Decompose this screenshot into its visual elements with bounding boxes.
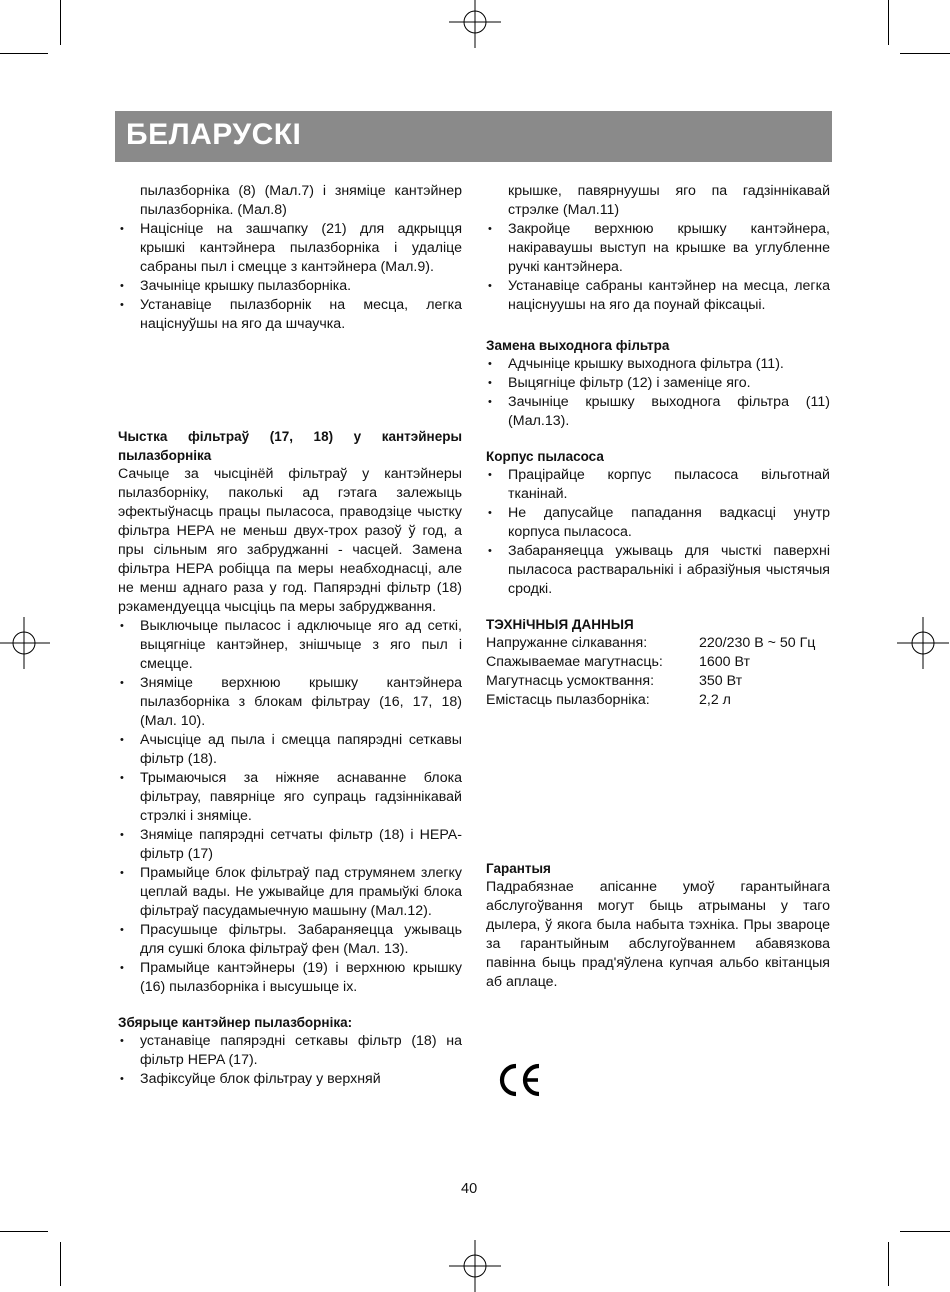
spec-value: 350 Вт — [699, 673, 743, 689]
section-text: Сачыце за чысцінёй фільтраў у кантэйнеры пылазборніку, паколькі ад гэтага залежыць эфектыўнасць працы пыласоса, праводзіце чыстку фільтра HEPA не меньш двух-трох разоў ў год, а пры сільным яго забруджанні - часцей. Замена фільтра HEPA робіцца па меры неабходнасці, але не менш аднаго раза у год. Папярэдні фільтр (18) рэкамендуецца чысціць па меры забруджвання. — [118, 466, 462, 615]
bullet-list — [118, 617, 462, 997]
list-item: • Забараняецца ужываць для чысткі паверхні пыласоса растваральнікі і абразіўныя чыстячыя сродкі. — [486, 542, 830, 599]
section-text: Падрабязнае апісанне умоў гарантыйнага абслугоўвання могут быць атрыманы у таго дылера, ў якога была набыта тэхніка. Пры звароце за гарантыйным абслугоўваннем абавязкова павінна быць прад'яўлена купчая альбо квітанцыя аб аплаце. — [486, 879, 830, 990]
crop-mark — [0, 53, 48, 54]
list-item: • Адчыніце крышку выходнога фільтра (11). — [486, 355, 830, 374]
list-item: • Трымаючыся за ніжняе аснаванне блока фільтрау, павярніце яго супраць гадзіннікавай стрэлкі і зняміце. — [118, 769, 462, 826]
bullet-list — [486, 355, 830, 431]
registration-mark-icon — [0, 617, 50, 669]
section-heading: Замена выходнога фільтра — [486, 338, 670, 353]
specs-heading: ТЭХНіЧНЫЯ ДАННЫЯ — [486, 617, 634, 632]
list-item: • Працірайце корпус пыласоса вільготнай тканінай. — [486, 466, 830, 504]
registration-mark-icon — [449, 1240, 501, 1292]
bullet-list — [486, 220, 830, 315]
table-row — [486, 653, 815, 672]
registration-mark-icon — [897, 617, 949, 669]
list-item: • Устанавіце сабраны кантэйнер на месца, легка націснуушы на яго да поунай фіксацыі. — [486, 277, 830, 315]
spec-value: 1600 Вт — [699, 654, 750, 670]
spec-label: Емістасць пылазборніка: — [486, 692, 650, 708]
list-item: • Устанавіце пылазборнік на месца, легка націснуўшы на яго да шчаучка. — [118, 296, 462, 334]
page-number: 40 — [461, 1181, 478, 1197]
list-item: • Зняміце верхнюю крышку кантэйнера пылазборніка з блокам фільтрау (16, 17, 18) (Мал. 10). — [118, 674, 462, 731]
crop-mark — [888, 1242, 889, 1286]
section-heading: Гарантыя — [486, 861, 551, 876]
crop-mark — [60, 0, 61, 45]
table-row — [486, 672, 815, 691]
right-column — [486, 182, 830, 992]
specs-table — [486, 634, 815, 710]
list-item: • Закройце верхнюю крышку кантэйнера, накіраваушы выступ на крышке ва углубленне ручкі кантэйнера. — [486, 220, 830, 277]
bullet-list — [486, 466, 830, 599]
section-heading: Корпус пыласоса — [486, 449, 604, 464]
bullet-list — [118, 1032, 462, 1089]
list-item: • Прасушыце фільтры. Забараняецца ужываць для сушкі блока фільтраў фен (Мал. 13). — [118, 921, 462, 959]
bullet-list — [118, 220, 462, 334]
continued-text: пылазборніка (8) (Мал.7) і зняміце кантэйнер пылазборніка. (Мал.8) — [140, 183, 462, 218]
crop-mark — [900, 1231, 950, 1232]
spec-value: 220/230 В ~ 50 Гц — [699, 635, 816, 651]
crop-mark — [888, 0, 889, 45]
list-item: • Не дапусайце пападання вадкасці унутр корпуса пыласоса. — [486, 504, 830, 542]
list-item: • Зачыніце крышку пылазборніка. — [118, 277, 462, 296]
list-item: • Ачысціце ад пыла і смецца папярэдні сеткавы фільтр (18). — [118, 731, 462, 769]
list-item: • Прамыйце кантэйнеры (19) і верхнюю крышку (16) пылазборніка і высушыце іх. — [118, 959, 462, 997]
list-item: • Прамыйце блок фільтраў пад струмянем злегку цеплай вады. Не ужывайце для прамыўкі блока фільтраў пасудамыечную машыну (Мал.12). — [118, 864, 462, 921]
crop-mark — [900, 53, 950, 54]
list-item: • Націсніце на зашчапку (21) для адкрыцця крышкі кантэйнера пылазборніка і удаліце сабраны пыл і смецце з кантэйнера (Мал.9). — [118, 220, 462, 277]
language-title: БЕЛАРУСКІ — [126, 118, 302, 151]
table-row — [486, 691, 815, 710]
spec-label: Напружанне сілкавання: — [486, 635, 648, 651]
section-heading: Збярыце кантэйнер пылазборніка: — [118, 1015, 353, 1030]
left-column — [118, 182, 462, 1089]
crop-mark — [60, 1242, 61, 1286]
section-heading: Чыстка фільтраў (17, 18) у кантэйнеры пылазборніка — [118, 429, 462, 463]
spec-label: Спажываемае магутнасць: — [486, 654, 663, 670]
list-item: • устанавіце папярэдні сеткавы фільтр (18) на фільтр HEPA (17). — [118, 1032, 462, 1070]
spec-value: 2,2 л — [699, 692, 731, 708]
list-item: • Зняміце папярэдні сетчаты фільтр (18) і HEPA-фільтр (17) — [118, 826, 462, 864]
spec-label: Магутнасць усмоктвання: — [486, 673, 655, 689]
list-item: • Зафіксуйце блок фільтрау у верхняй — [118, 1070, 462, 1089]
language-header — [115, 111, 832, 162]
registration-mark-icon — [449, 0, 501, 48]
continued-text: крышке, павярнуушы яго па гадзіннікавай стрэлке (Мал.11) — [508, 183, 830, 218]
list-item: • Выключыце пыласос і адключыце яго ад сеткі, выцягніце кантэйнер, знішчыце з яго пыл і смецце. — [118, 617, 462, 674]
crop-mark — [0, 1231, 48, 1232]
list-item: • Выцягніце фільтр (12) і заменіце яго. — [486, 374, 830, 393]
list-item: • Зачыніце крышку выходнога фільтра (11) (Мал.13). — [486, 393, 830, 431]
ce-mark-icon — [497, 1063, 543, 1097]
table-row — [486, 634, 815, 653]
